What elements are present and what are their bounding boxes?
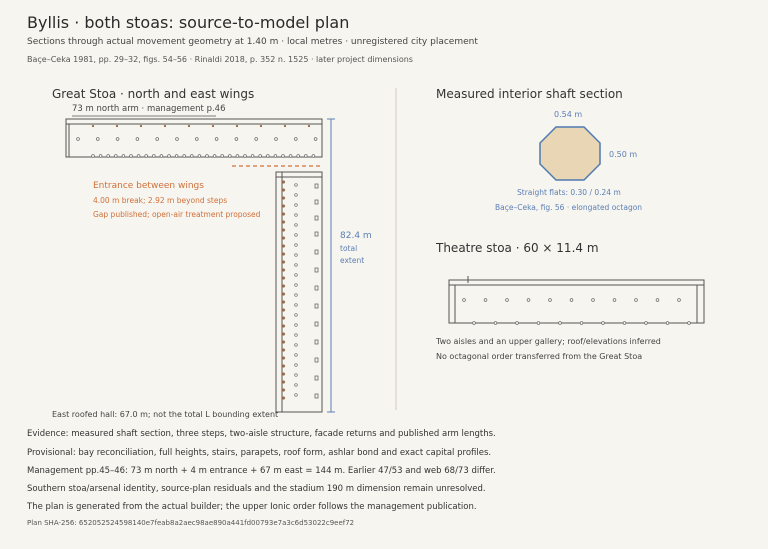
footer-provisional: Provisional: bay reconciliation, full heights, stairs, parapets, roof form, ashlar bond and exact capital profiles. bbox=[27, 448, 492, 458]
shaft-flats-note: Straight flats: 0.30 / 0.24 m bbox=[517, 188, 621, 197]
column bbox=[195, 138, 198, 141]
column bbox=[678, 299, 681, 302]
column bbox=[282, 301, 284, 303]
column bbox=[295, 304, 298, 307]
shaft-octagon bbox=[540, 127, 600, 180]
column bbox=[282, 365, 284, 367]
column bbox=[592, 299, 595, 302]
column bbox=[282, 221, 284, 223]
column bbox=[114, 155, 117, 158]
column bbox=[235, 138, 238, 141]
column bbox=[282, 397, 284, 399]
column bbox=[602, 322, 605, 325]
buttress bbox=[315, 304, 318, 308]
column bbox=[295, 384, 298, 387]
column bbox=[688, 322, 691, 325]
column bbox=[183, 155, 186, 158]
column bbox=[251, 155, 254, 158]
column bbox=[282, 213, 284, 215]
column bbox=[304, 155, 307, 158]
east-buttresses bbox=[315, 184, 318, 398]
rear-tick bbox=[212, 125, 214, 127]
column bbox=[666, 322, 669, 325]
column bbox=[282, 325, 284, 327]
shaft-heading: Measured interior shaft section bbox=[436, 87, 623, 101]
page-subtitle: Sections through actual movement geometry at 1.40 m · local metres · unregistered city placement bbox=[27, 37, 478, 47]
column bbox=[282, 155, 285, 158]
buttress bbox=[315, 268, 318, 272]
great-stoa-heading: Great Stoa · north and east wings bbox=[52, 87, 255, 101]
column bbox=[295, 224, 298, 227]
column bbox=[145, 155, 148, 158]
column bbox=[282, 205, 284, 207]
buttress bbox=[315, 232, 318, 236]
shaft-source-note: Baçe–Ceka, fig. 56 · elongated octagon bbox=[495, 203, 643, 212]
column bbox=[463, 299, 466, 302]
column bbox=[282, 285, 284, 287]
column bbox=[656, 299, 659, 302]
column bbox=[282, 349, 284, 351]
rear-tick bbox=[260, 125, 262, 127]
column bbox=[107, 155, 110, 158]
buttress bbox=[315, 340, 318, 344]
column bbox=[190, 155, 193, 158]
column bbox=[570, 299, 573, 302]
buttress bbox=[315, 184, 318, 188]
column bbox=[295, 374, 298, 377]
extent-line2: extent bbox=[340, 256, 365, 265]
column bbox=[295, 214, 298, 217]
column bbox=[516, 322, 519, 325]
rear-tick bbox=[92, 125, 94, 127]
north-arm-label: 73 m north arm · management p.46 bbox=[72, 104, 226, 114]
column bbox=[295, 394, 298, 397]
column bbox=[580, 322, 583, 325]
column bbox=[537, 322, 540, 325]
column bbox=[156, 138, 159, 141]
source-citations: Bаçe–Ceka 1981, pp. 29–32, figs. 54–56 · Rinaldi 2018, p. 352 n. 1525 · later project dimensions bbox=[27, 55, 413, 64]
column bbox=[282, 277, 284, 279]
column bbox=[494, 322, 497, 325]
column bbox=[295, 334, 298, 337]
buttress bbox=[315, 376, 318, 380]
theatre-stoa bbox=[449, 276, 704, 323]
theatre-note-1: Two aisles and an upper gallery; roof/elevations inferred bbox=[436, 337, 661, 346]
column bbox=[152, 155, 155, 158]
column bbox=[484, 299, 487, 302]
column bbox=[282, 253, 284, 255]
column bbox=[613, 299, 616, 302]
east-inner-columns bbox=[295, 184, 298, 397]
column bbox=[623, 322, 626, 325]
north-rear-ticks bbox=[92, 125, 310, 127]
shaft-height-label: 0.50 m bbox=[609, 150, 638, 159]
column bbox=[282, 381, 284, 383]
column bbox=[295, 294, 298, 297]
column bbox=[259, 155, 262, 158]
column bbox=[282, 389, 284, 391]
column bbox=[282, 245, 284, 247]
column bbox=[282, 181, 284, 183]
column bbox=[295, 274, 298, 277]
column bbox=[295, 184, 298, 187]
rear-tick bbox=[188, 125, 190, 127]
rear-tick bbox=[116, 125, 118, 127]
extent-value: 82.4 m bbox=[340, 231, 372, 241]
column bbox=[228, 155, 231, 158]
buttress bbox=[315, 216, 318, 220]
theatre-heading: Theatre stoa · 60 × 11.4 m bbox=[436, 241, 599, 255]
column bbox=[282, 293, 284, 295]
theatre-inner-columns bbox=[463, 299, 681, 302]
column bbox=[295, 244, 298, 247]
footer-evidence: Evidence: measured shaft section, three steps, two-aisle structure, facade returns and published arm lengths. bbox=[27, 429, 496, 439]
column bbox=[96, 138, 99, 141]
column bbox=[176, 138, 179, 141]
extent-line1: total bbox=[340, 244, 358, 253]
column bbox=[275, 138, 278, 141]
rear-tick bbox=[236, 125, 238, 127]
column bbox=[282, 357, 284, 359]
rear-tick bbox=[140, 125, 142, 127]
column bbox=[136, 138, 139, 141]
column bbox=[312, 155, 315, 158]
column bbox=[527, 299, 530, 302]
column bbox=[282, 341, 284, 343]
column bbox=[266, 155, 269, 158]
column bbox=[297, 155, 300, 158]
rear-tick bbox=[284, 125, 286, 127]
column bbox=[282, 317, 284, 319]
buttress bbox=[315, 286, 318, 290]
page-title: Byllis · both stoas: source-to-model plan bbox=[27, 13, 350, 32]
column bbox=[549, 299, 552, 302]
shaft-width-label: 0.54 m bbox=[554, 110, 583, 119]
column bbox=[282, 237, 284, 239]
column bbox=[206, 155, 209, 158]
column bbox=[221, 155, 224, 158]
buttress bbox=[315, 322, 318, 326]
column bbox=[215, 138, 218, 141]
column bbox=[77, 138, 80, 141]
column bbox=[506, 299, 509, 302]
theatre-note-2: No octagonal order transferred from the Great Stoa bbox=[436, 352, 643, 361]
footer-generated: The plan is generated from the actual builder; the upper Ionic order follows the management publication. bbox=[27, 502, 477, 512]
buttress bbox=[315, 358, 318, 362]
entrance-line2: Gap published; open-air treatment proposed bbox=[93, 210, 261, 219]
column bbox=[160, 155, 163, 158]
column bbox=[635, 299, 638, 302]
column bbox=[130, 155, 133, 158]
column bbox=[213, 155, 216, 158]
column bbox=[295, 284, 298, 287]
column bbox=[274, 155, 277, 158]
column bbox=[244, 155, 247, 158]
column bbox=[295, 314, 298, 317]
column bbox=[295, 354, 298, 357]
column bbox=[295, 194, 298, 197]
column bbox=[282, 373, 284, 375]
column bbox=[295, 204, 298, 207]
column bbox=[473, 322, 476, 325]
entrance-title: Entrance between wings bbox=[93, 181, 204, 191]
column bbox=[295, 234, 298, 237]
column bbox=[255, 138, 258, 141]
entrance-line1: 4.00 m break; 2.92 m beyond steps bbox=[93, 196, 228, 205]
east-hall-note: East roofed hall: 67.0 m; not the total L bounding extent bbox=[52, 410, 279, 419]
column bbox=[295, 264, 298, 267]
column bbox=[122, 155, 125, 158]
rear-tick bbox=[164, 125, 166, 127]
column bbox=[99, 155, 102, 158]
column bbox=[295, 364, 298, 367]
column bbox=[289, 155, 292, 158]
column bbox=[282, 189, 284, 191]
column bbox=[92, 155, 95, 158]
column bbox=[294, 138, 297, 141]
east-outer-columns bbox=[282, 181, 284, 399]
column bbox=[314, 138, 317, 141]
buttress bbox=[315, 250, 318, 254]
north-inner-columns bbox=[77, 138, 317, 141]
footer-management: Management pp.45–46: 73 m north + 4 m entrance + 67 m east = 144 m. Earlier 47/53 and web 68/73 differ. bbox=[27, 466, 496, 476]
column bbox=[295, 344, 298, 347]
column bbox=[282, 269, 284, 271]
column bbox=[282, 197, 284, 199]
column bbox=[137, 155, 140, 158]
great-stoa-north-wing bbox=[66, 119, 322, 157]
footer-sha: Plan SHA-256: 652052524598140e7feab8a2aec98ae890a441fd00793e7a3c6d53022c9eef72 bbox=[27, 519, 355, 527]
footer-southern: Southern stoa/arsenal identity, source-plan residuals and the stadium 190 m dimension remain unresolved. bbox=[27, 484, 486, 494]
column bbox=[559, 322, 562, 325]
column bbox=[198, 155, 201, 158]
column bbox=[282, 229, 284, 231]
column bbox=[168, 155, 171, 158]
column bbox=[236, 155, 239, 158]
column bbox=[282, 333, 284, 335]
column bbox=[116, 138, 119, 141]
column bbox=[295, 254, 298, 257]
column bbox=[282, 261, 284, 263]
buttress bbox=[315, 200, 318, 204]
column bbox=[282, 309, 284, 311]
buttress bbox=[315, 394, 318, 398]
column bbox=[175, 155, 178, 158]
rear-tick bbox=[308, 125, 310, 127]
column bbox=[645, 322, 648, 325]
column bbox=[295, 324, 298, 327]
